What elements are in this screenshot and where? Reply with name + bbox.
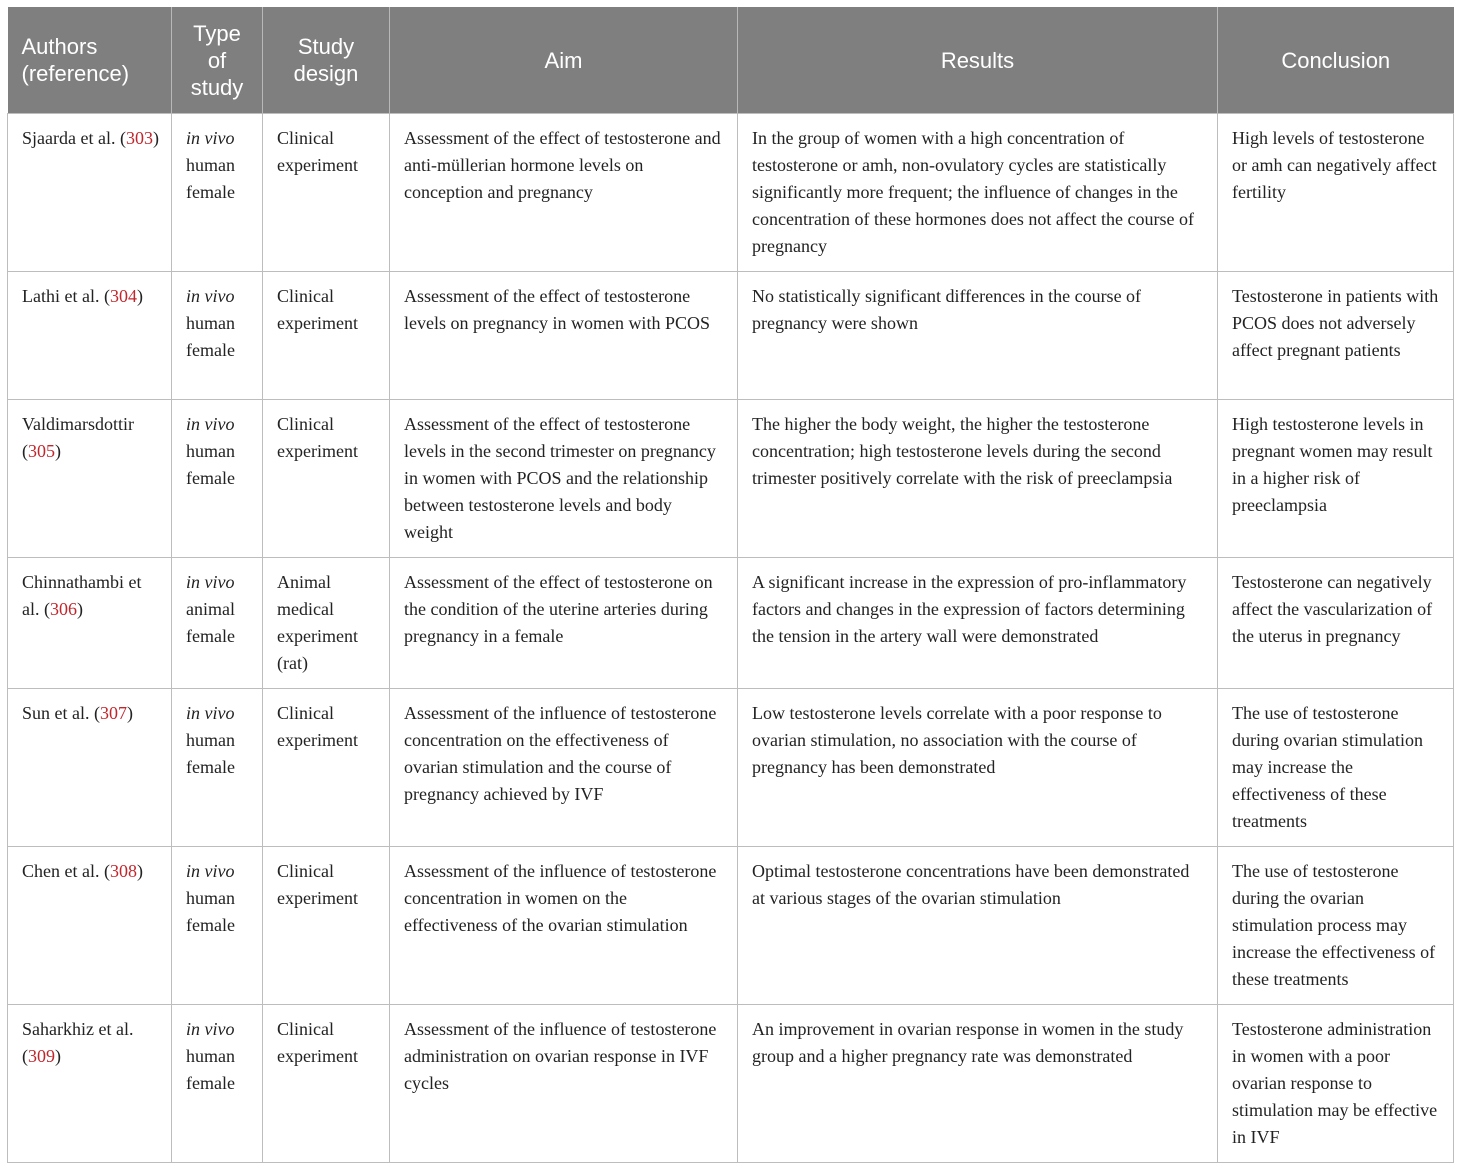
cell-author bbox=[8, 558, 172, 689]
cell-results: In the group of women with a high concentration of testosterone or amh, non-ovulatory cycles are statistically significantly more frequent; the influence of changes in the concentration of these hormones does not affect the course of pregnancy bbox=[738, 114, 1218, 272]
cell-design: Clinical experiment bbox=[263, 847, 390, 1005]
cell-author bbox=[8, 847, 172, 1005]
table-row bbox=[8, 689, 1454, 847]
cell-aim: Assessment of the effect of testosterone and anti-müllerian hormone levels on conception and pregnancy bbox=[390, 114, 738, 272]
cell-type bbox=[172, 400, 263, 558]
author-name: Valdimarsdottir ( bbox=[22, 414, 134, 461]
author-suffix: ) bbox=[152, 128, 159, 148]
type-rest: human female bbox=[186, 313, 235, 360]
type-italic: in vivo bbox=[186, 286, 235, 306]
cell-conclusion: Testosterone administration in women with a poor ovarian response to stimulation may be effective in IVF bbox=[1218, 1005, 1454, 1163]
cell-design: Animal medical experiment (rat) bbox=[263, 558, 390, 689]
author-name: Lathi et al. ( bbox=[22, 286, 110, 306]
cell-results: No statistically significant differences in the course of pregnancy were shown bbox=[738, 272, 1218, 400]
table-row bbox=[8, 272, 1454, 400]
type-italic: in vivo bbox=[186, 128, 235, 148]
cell-conclusion: Testosterone can negatively affect the vascularization of the uterus in pregnancy bbox=[1218, 558, 1454, 689]
cell-design: Clinical experiment bbox=[263, 272, 390, 400]
cell-design: Clinical experiment bbox=[263, 400, 390, 558]
table-container bbox=[7, 7, 1453, 1163]
cell-author bbox=[8, 1005, 172, 1163]
column-header-type: Type of study bbox=[172, 7, 263, 114]
author-name: Chen et al. ( bbox=[22, 861, 110, 881]
column-header-results: Results bbox=[738, 7, 1218, 114]
author-suffix: ) bbox=[55, 441, 61, 461]
cell-aim: Assessment of the influence of testosterone administration on ovarian response in IVF cycles bbox=[390, 1005, 738, 1163]
cell-author bbox=[8, 272, 172, 400]
cell-conclusion: Testosterone in patients with PCOS does not adversely affect pregnant patients bbox=[1218, 272, 1454, 400]
column-header-authors: Authors (reference) bbox=[8, 7, 172, 114]
cell-type bbox=[172, 689, 263, 847]
cell-results: Low testosterone levels correlate with a poor response to ovarian stimulation, no association with the course of pregnancy has been demonstrated bbox=[738, 689, 1218, 847]
type-italic: in vivo bbox=[186, 572, 235, 592]
cell-conclusion: High levels of testosterone or amh can negatively affect fertility bbox=[1218, 114, 1454, 272]
cell-conclusion: The use of testosterone during the ovarian stimulation process may increase the effectiveness of these treatments bbox=[1218, 847, 1454, 1005]
type-rest: human female bbox=[186, 1046, 235, 1093]
table-row bbox=[8, 114, 1454, 272]
author-suffix: ) bbox=[136, 861, 143, 881]
cell-author bbox=[8, 689, 172, 847]
type-rest: animal female bbox=[186, 599, 235, 646]
column-header-design: Study design bbox=[263, 7, 390, 114]
cell-author bbox=[8, 114, 172, 272]
cell-results: The higher the body weight, the higher the testosterone concentration; high testosterone levels during the second trimester positively correlate with the risk of preeclampsia bbox=[738, 400, 1218, 558]
table-body bbox=[8, 114, 1454, 1163]
cell-type bbox=[172, 272, 263, 400]
header-row bbox=[8, 7, 1454, 114]
cell-type bbox=[172, 1005, 263, 1163]
reference-link[interactable]: 305 bbox=[28, 441, 55, 461]
cell-type bbox=[172, 114, 263, 272]
reference-link[interactable]: 306 bbox=[49, 599, 77, 619]
type-rest: human female bbox=[186, 441, 235, 488]
reference-link[interactable]: 308 bbox=[109, 861, 137, 881]
cell-results: A significant increase in the expression of pro-inflammatory factors and changes in the expression of factors determining the tension in the artery wall were demonstrated bbox=[738, 558, 1218, 689]
table-row bbox=[8, 400, 1454, 558]
author-name: Chinnathambi et al. ( bbox=[22, 572, 142, 619]
column-header-aim: Aim bbox=[390, 7, 738, 114]
cell-conclusion: The use of testosterone during ovarian stimulation may increase the effectiveness of these treatments bbox=[1218, 689, 1454, 847]
author-name: Sjaarda et al. ( bbox=[22, 128, 126, 148]
cell-design: Clinical experiment bbox=[263, 689, 390, 847]
studies-table bbox=[7, 7, 1454, 1163]
cell-type bbox=[172, 558, 263, 689]
author-name: Sun et al. ( bbox=[22, 703, 100, 723]
cell-conclusion: High testosterone levels in pregnant women may result in a higher risk of preeclampsia bbox=[1218, 400, 1454, 558]
type-italic: in vivo bbox=[186, 703, 235, 723]
type-rest: human female bbox=[186, 155, 235, 202]
reference-link[interactable]: 307 bbox=[100, 703, 127, 723]
reference-link[interactable]: 309 bbox=[28, 1046, 55, 1066]
type-italic: in vivo bbox=[186, 1019, 235, 1039]
type-italic: in vivo bbox=[186, 861, 235, 881]
author-suffix: ) bbox=[136, 286, 143, 306]
cell-results: Optimal testosterone concentrations have been demonstrated at various stages of the ovarian stimulation bbox=[738, 847, 1218, 1005]
column-header-conclusion: Conclusion bbox=[1218, 7, 1454, 114]
author-suffix: ) bbox=[127, 703, 133, 723]
author-name: Saharkhiz et al. ( bbox=[22, 1019, 134, 1066]
cell-type bbox=[172, 847, 263, 1005]
cell-results: An improvement in ovarian response in women in the study group and a higher pregnancy rate was demonstrated bbox=[738, 1005, 1218, 1163]
type-rest: human female bbox=[186, 730, 235, 777]
reference-link[interactable]: 303 bbox=[125, 128, 153, 148]
table-row bbox=[8, 1005, 1454, 1163]
cell-design: Clinical experiment bbox=[263, 114, 390, 272]
author-suffix: ) bbox=[76, 599, 83, 619]
cell-design: Clinical experiment bbox=[263, 1005, 390, 1163]
cell-aim: Assessment of the influence of testosterone concentration on the effectiveness of ovarian stimulation and the course of pregnancy achieved by IVF bbox=[390, 689, 738, 847]
reference-link[interactable]: 304 bbox=[109, 286, 137, 306]
cell-aim: Assessment of the effect of testosterone levels in the second trimester on pregnancy in women with PCOS and the relationship between testosterone levels and body weight bbox=[390, 400, 738, 558]
author-suffix: ) bbox=[55, 1046, 61, 1066]
table-row bbox=[8, 847, 1454, 1005]
cell-author bbox=[8, 400, 172, 558]
type-italic: in vivo bbox=[186, 414, 235, 434]
cell-aim: Assessment of the effect of testosterone on the condition of the uterine arteries during pregnancy in a female bbox=[390, 558, 738, 689]
cell-aim: Assessment of the influence of testosterone concentration in women on the effectiveness of the ovarian stimulation bbox=[390, 847, 738, 1005]
cell-aim: Assessment of the effect of testosterone levels on pregnancy in women with PCOS bbox=[390, 272, 738, 400]
table-row bbox=[8, 558, 1454, 689]
type-rest: human female bbox=[186, 888, 235, 935]
